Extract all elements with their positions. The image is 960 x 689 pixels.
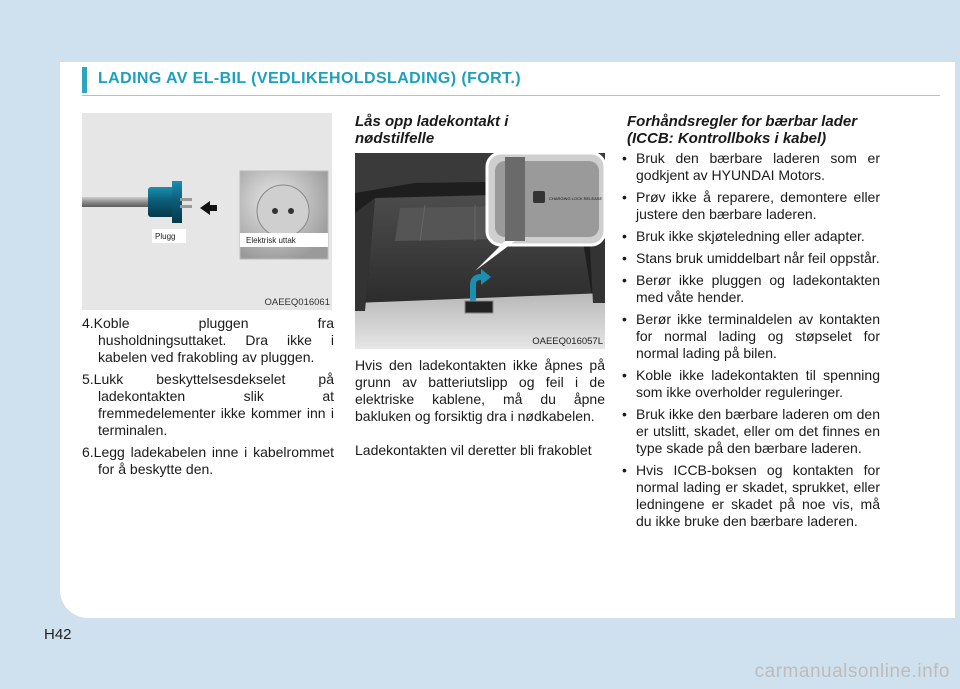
bullet-item: • Berør ikke pluggen og ladekontakten med våte hender.	[618, 272, 880, 306]
inset-label: CHARGING LOCK RELEASE	[549, 196, 603, 201]
bullet-item: • Prøv ikke å reparere, demontere eller justere den bærbare laderen.	[618, 189, 880, 223]
bullet-item: • Bruk ikke skjøteledning eller adapter.	[618, 228, 880, 245]
paragraph: Hvis den ladekontakten ikke åpnes på grunn av batteriutslipp og feil i de elektriske kablene, må du åpne bakluken og forsiktig dra i nødkabelen.	[355, 357, 605, 424]
step-list	[82, 315, 334, 483]
trunk-figure	[355, 153, 605, 349]
step-item: 5.Lukk beskyttelsesdekselet på ladekontakten slik at fremmedelementer ikke kommer inn i terminalen.	[82, 371, 334, 438]
heading-emergency-release: Lås opp ladekontakt i nødstilfelle	[355, 113, 509, 147]
title-accent-bar	[82, 67, 87, 93]
figure-code: OAEEQ016057L	[532, 336, 603, 347]
paragraph: Ladekontakten vil deretter bli frakoblet	[355, 442, 592, 458]
plug-outlet-figure	[82, 113, 332, 310]
step-item: 4.Koble pluggen fra husholdningsuttaket. Dra ikke i kabelen ved frakobling av pluggen.	[82, 315, 334, 365]
outlet-label: Elektrisk uttak	[246, 236, 296, 245]
title-divider	[82, 95, 940, 96]
bullet-item: • Bruk ikke den bærbare laderen om den er utslitt, skadet, eller om det finnes en type skade på den bærbare laderen.	[618, 406, 880, 457]
bullet-item: • Koble ikke ladekontakten til spenning som ikke overholder reguleringer.	[618, 367, 880, 401]
figure-code: OAEEQ016061	[264, 297, 330, 308]
bullet-item: • Stans bruk umiddelbart når feil oppstår.	[618, 250, 880, 267]
trunk-illustration	[355, 153, 605, 349]
step-item: 6.Legg ladekabelen inne i kabelrommet for å beskytte den.	[82, 444, 334, 477]
watermark: carmanualsonline.info	[754, 661, 950, 682]
bullet-item: • Hvis ICCB-boksen og kontakten for normal lading er skadet, sprukket, eller ledningene er skadet på noe vis, må du ikke bruke den bærbare laderen.	[618, 462, 880, 530]
bullet-item: • Berør ikke terminaldelen av kontakten for normal lading og støpselet for normal lading på bilen.	[618, 311, 880, 362]
plug-label: Plugg	[155, 232, 176, 241]
bullet-item: • Bruk den bærbare laderen som er godkjent av HYUNDAI Motors.	[618, 150, 880, 184]
page-number: H42	[44, 626, 72, 643]
section-title: LADING AV EL-BIL (VEDLIKEHOLDSLADING) (FORT.)	[98, 70, 522, 87]
plug-outlet-illustration	[82, 113, 332, 310]
heading-iccb-precautions: Forhåndsregler for bærbar lader (ICCB: Kontrollboks i kabel)	[627, 113, 858, 147]
precaution-list	[618, 150, 880, 535]
